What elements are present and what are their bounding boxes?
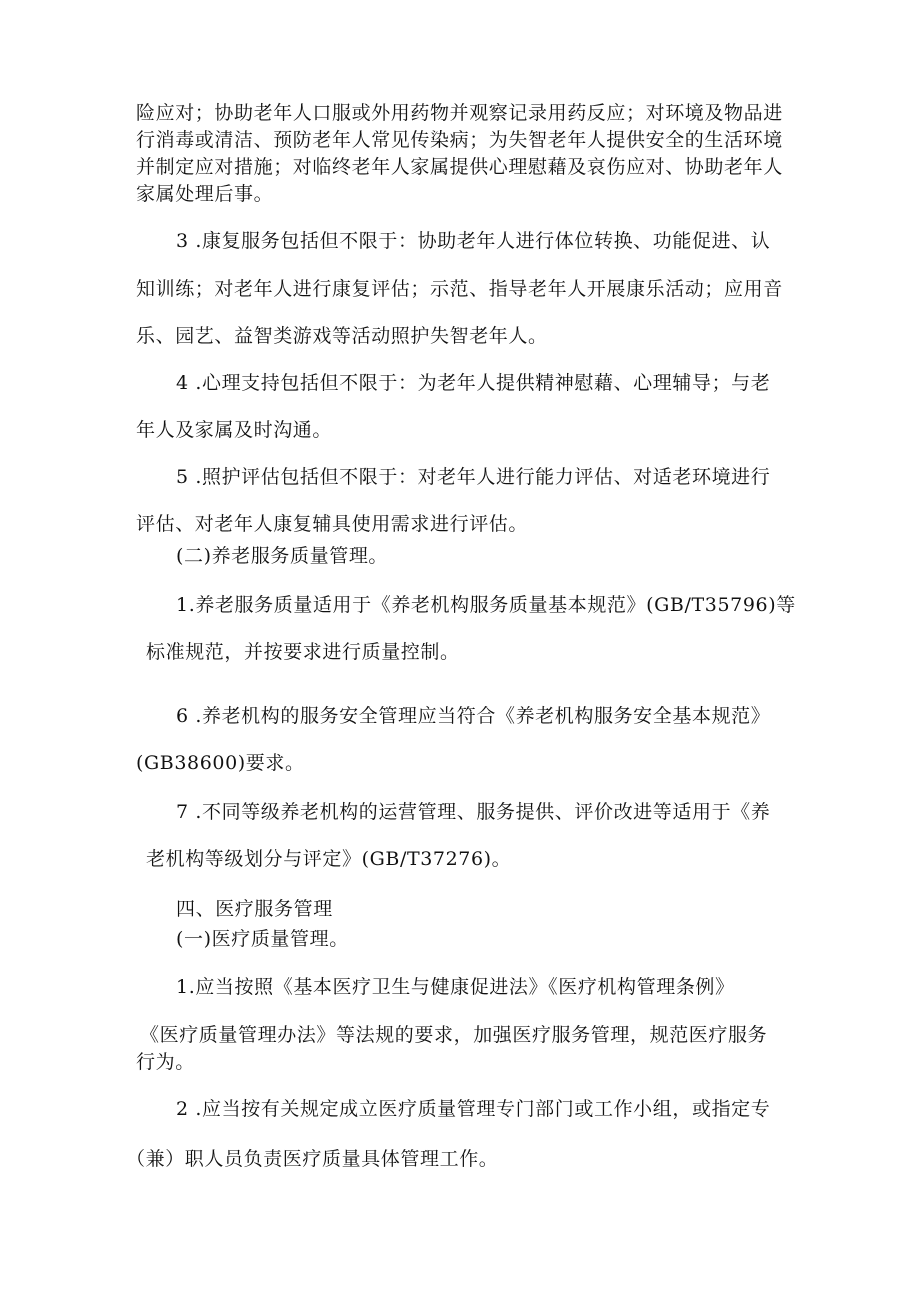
paragraph-line: 3 .康复服务包括但不限于：协助老年人进行体位转换、功能促进、认 — [176, 230, 771, 252]
paragraph-line: 2 .应当按有关规定成立医疗质量管理专门部门或工作小组，或指定专 — [176, 1098, 771, 1120]
paragraph-line: 5 .照护评估包括但不限于：对老年人进行能力评估、对适老环境进行 — [176, 466, 771, 488]
paragraph-line: 标准规范，并按要求进行质量控制。 — [146, 641, 460, 663]
paragraph-line: (GB38600)要求。 — [136, 752, 305, 774]
paragraph-line: 1.应当按照《基本医疗卫生与健康促进法》《医疗机构管理条例》 — [176, 976, 735, 998]
paragraph-line: 家属处理后事。 — [136, 183, 274, 205]
paragraph-line: 行消毒或清洁、预防老年人常见传染病；为失智老年人提供安全的生活环境 — [136, 129, 783, 151]
paragraph-line: 4 .心理支持包括但不限于：为老年人提供精神慰藉、心理辅导；与老 — [176, 372, 771, 394]
section-heading: (二)养老服务质量管理。 — [176, 545, 389, 567]
paragraph-line: 险应对；协助老年人口服或外用药物并观察记录用药反应；对环境及物品进 — [136, 102, 783, 124]
paragraph-line: 年人及家属及时沟通。 — [136, 419, 333, 441]
section-heading: (一)医疗质量管理。 — [176, 928, 349, 950]
paragraph-line: 知训练；对老年人进行康复评估；示范、指导老年人开展康乐活动；应用音 — [136, 278, 783, 300]
paragraph-line: 《医疗质量管理办法》等法规的要求，加强医疗服务管理，规范医疗服务 — [140, 1024, 768, 1046]
paragraph-line: 行为。 — [136, 1051, 195, 1073]
paragraph-line: 1.养老服务质量适用于《养老机构服务质量基本规范》(GB/T35796)等 — [176, 594, 796, 616]
section-heading: 四、医疗服务管理 — [176, 898, 333, 920]
paragraph-line: 7 .不同等级养老机构的运营管理、服务提供、评价改进等适用于《养 — [176, 801, 771, 823]
paragraph-line: （兼）职人员负责医疗质量具体管理工作。 — [126, 1148, 499, 1170]
paragraph-line: 乐、园艺、益智类游戏等活动照护失智老年人。 — [136, 325, 548, 347]
paragraph-line: 并制定应对措施；对临终老年人家属提供心理慰藉及哀伤应对、协助老年人 — [136, 156, 783, 178]
paragraph-line: 评估、对老年人康复辅具使用需求进行评估。 — [136, 513, 529, 535]
paragraph-line: 6 .养老机构的服务安全管理应当符合《养老机构服务安全基本规范》 — [176, 705, 771, 727]
paragraph-line: 老机构等级划分与评定》(GB/T37276)。 — [146, 848, 512, 870]
